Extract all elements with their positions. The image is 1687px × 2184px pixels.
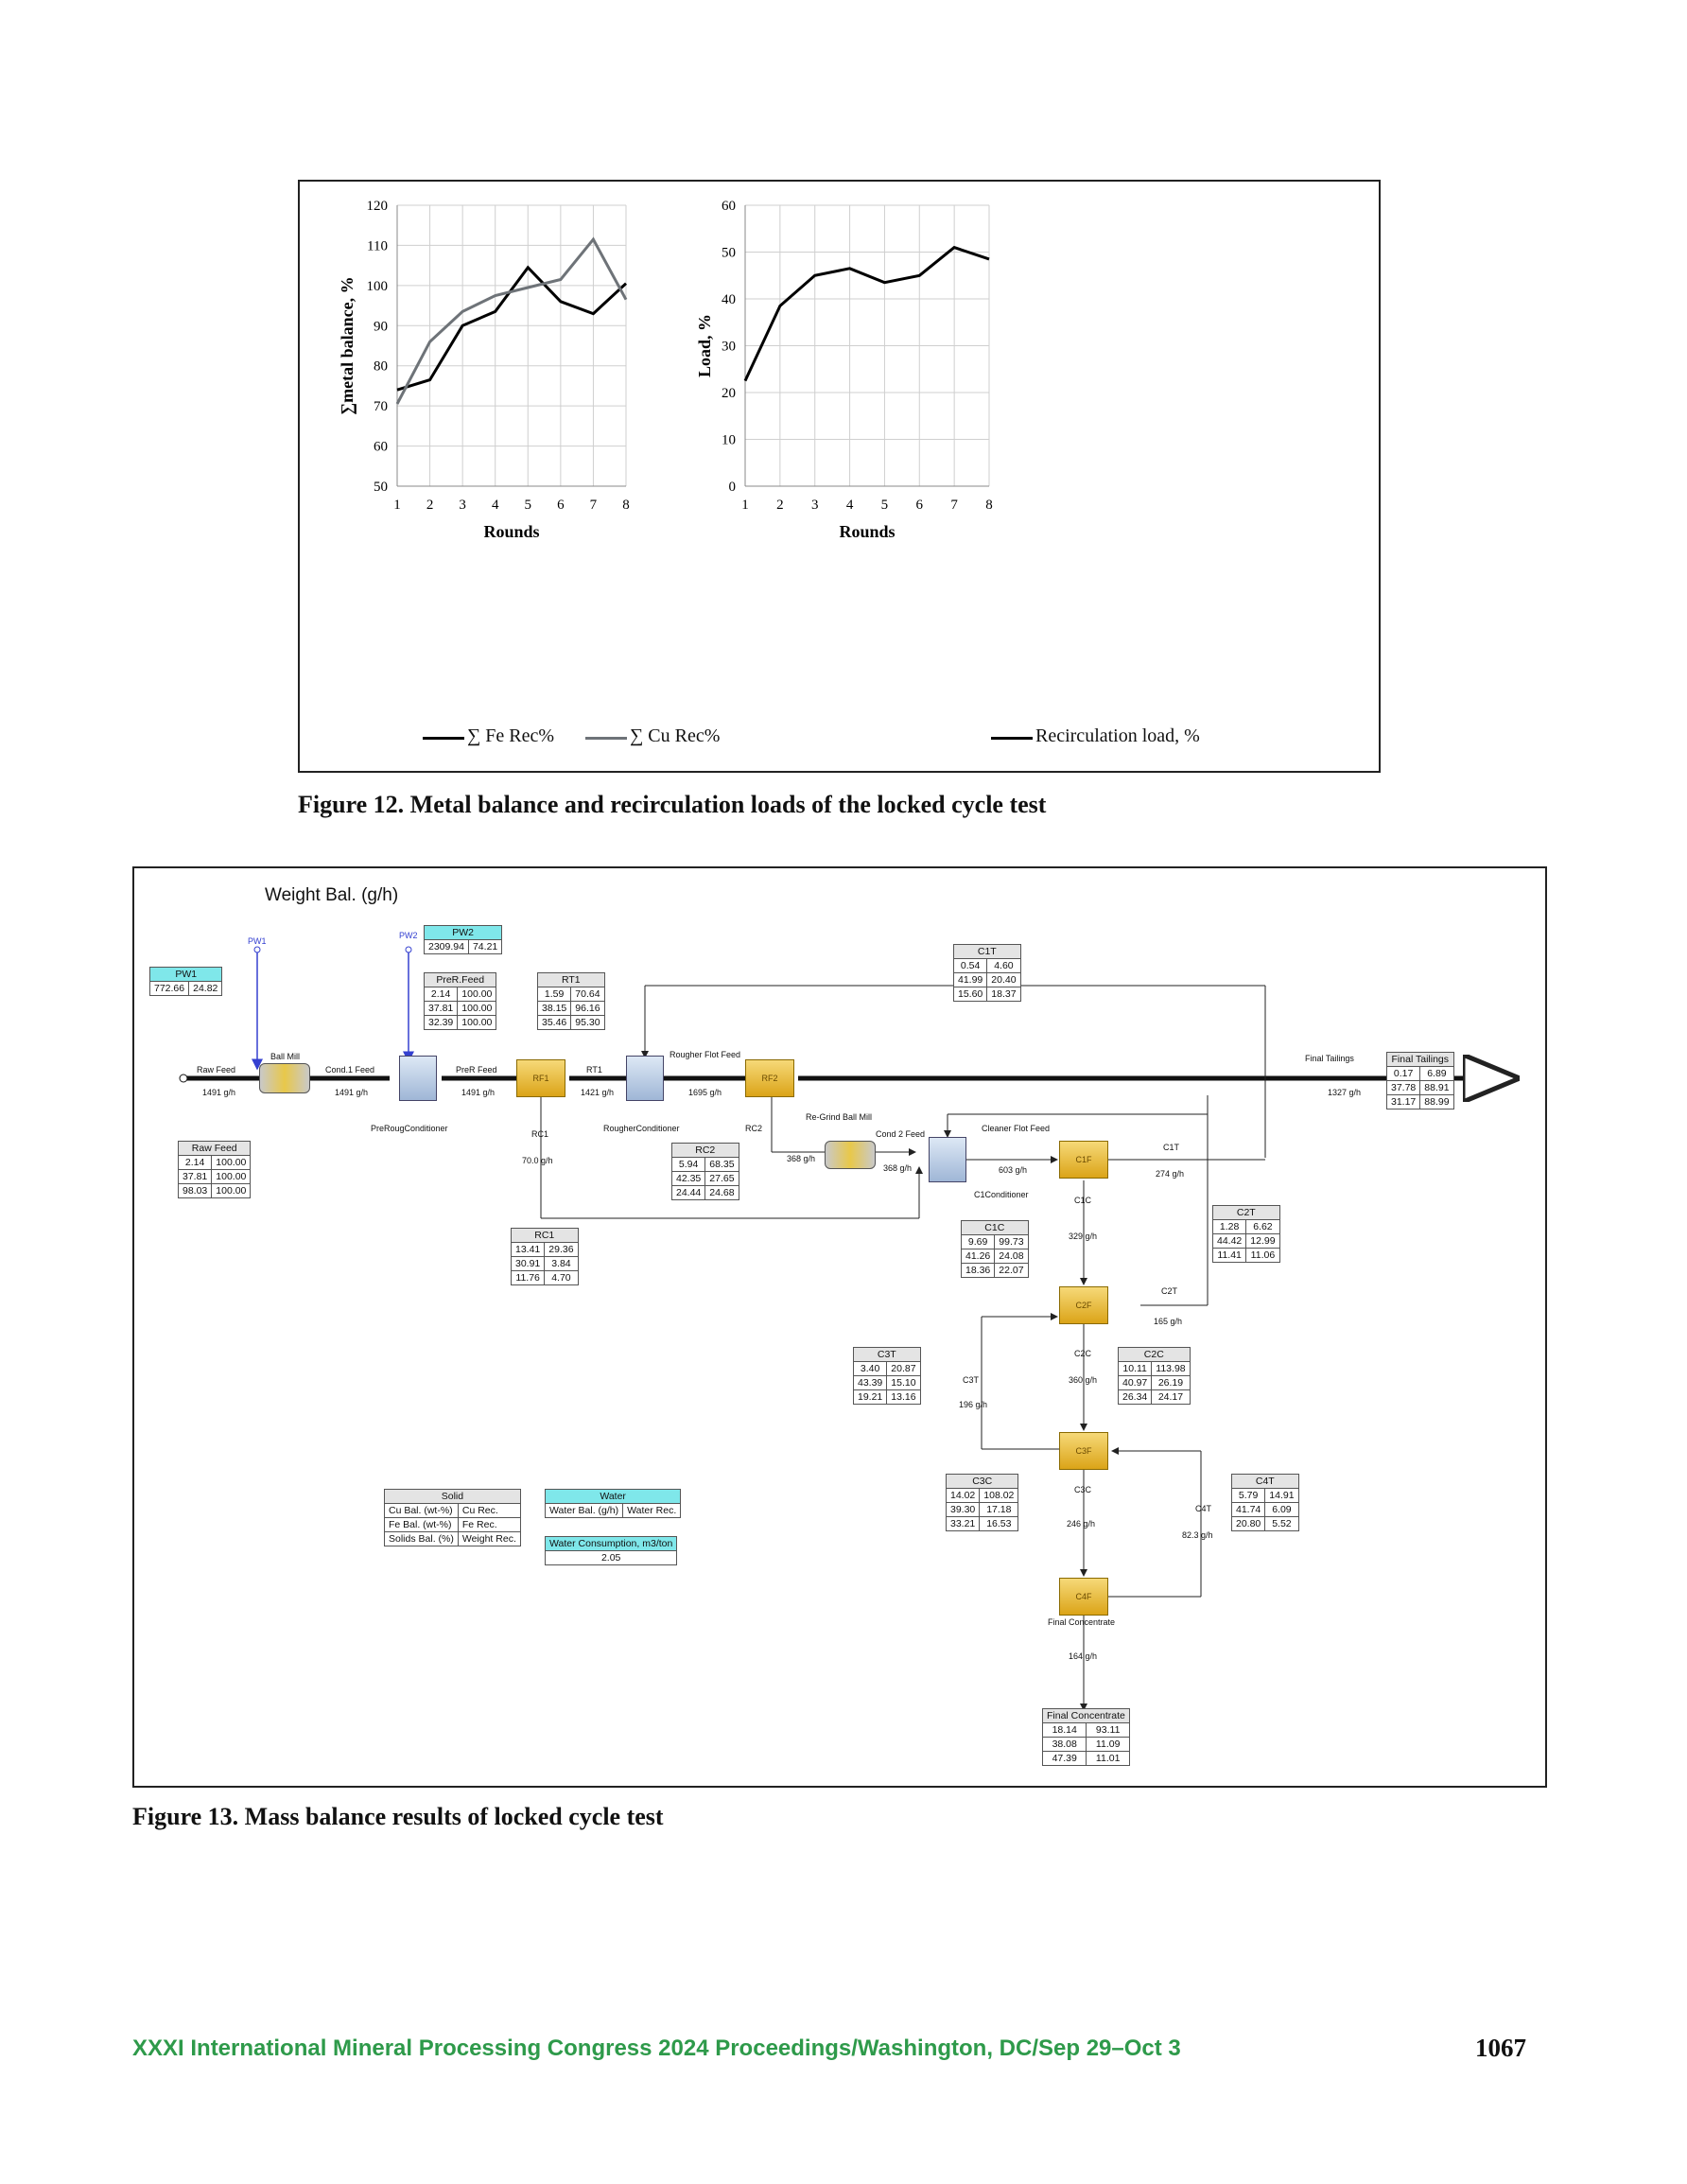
- ball-mill: [259, 1063, 310, 1093]
- table-cell: 42.35: [672, 1172, 705, 1186]
- x-axis-label: Rounds: [483, 522, 540, 541]
- legend-fe-line: [423, 737, 464, 740]
- table-cell: 13.41: [512, 1243, 545, 1257]
- label-c1c: C1C: [1074, 1196, 1092, 1205]
- table-cell: 99.73: [995, 1235, 1028, 1249]
- solid-cu-rec: Cu Rec.: [458, 1504, 520, 1518]
- x-tick-label: 7: [950, 498, 958, 513]
- table-cell: 98.03: [179, 1184, 212, 1198]
- water-legend-title: Water: [546, 1490, 681, 1504]
- table-title: Raw Feed: [179, 1142, 251, 1156]
- table-cell: 6.09: [1265, 1503, 1298, 1517]
- x-tick-label: 1: [741, 498, 749, 513]
- label-rc2-rate-b: 368 g/h: [883, 1163, 913, 1173]
- table-cell: 100.00: [212, 1156, 251, 1170]
- label-rougher-rate: 1695 g/h: [688, 1088, 722, 1097]
- table-title: PreR.Feed: [425, 973, 496, 987]
- solid-fe-rec: Fe Rec.: [458, 1518, 520, 1532]
- label-c2t-rate: 165 g/h: [1154, 1317, 1183, 1326]
- table-cell: 11.41: [1213, 1249, 1246, 1263]
- table-cell: 4.60: [987, 959, 1020, 973]
- label-prer-rate: 1491 g/h: [461, 1088, 496, 1097]
- table-title: PW2: [425, 926, 502, 940]
- table-title: C1T: [954, 945, 1021, 959]
- solid-legend-title: Solid: [385, 1490, 521, 1504]
- flowsheet-title: Weight Bal. (g/h): [265, 885, 399, 905]
- x-tick-label: 6: [557, 498, 565, 513]
- table-cell: 113.98: [1152, 1362, 1190, 1376]
- table-cell: 24.82: [189, 982, 222, 996]
- table-rc2: [671, 1143, 739, 1200]
- figure12-caption: Figure 12. Metal balance and recirculation loads of the locked cycle test: [298, 791, 1047, 818]
- y-tick-label: 80: [374, 358, 388, 375]
- table-cell: 2.14: [179, 1156, 212, 1170]
- table-cell: 5.79: [1232, 1489, 1265, 1503]
- table-title: Final Concentrate: [1043, 1709, 1130, 1723]
- label-c2t: C2T: [1161, 1286, 1178, 1296]
- label-c3c-rate: 246 g/h: [1067, 1519, 1096, 1529]
- x-tick-label: 3: [459, 498, 466, 513]
- table-cell: 33.21: [947, 1517, 980, 1531]
- table-title: C3T: [854, 1348, 921, 1362]
- table-cell: 11.01: [1087, 1752, 1129, 1766]
- c3f-cell: C3F: [1059, 1432, 1108, 1470]
- label-cond1-feed: Cond.1 Feed: [325, 1065, 375, 1075]
- c4f-cell: C4F: [1059, 1578, 1108, 1616]
- label-rc1-rate: 70.0 g/h: [522, 1156, 553, 1165]
- table-cell: 14.02: [947, 1489, 980, 1503]
- x-tick-label: 4: [491, 498, 499, 513]
- table-title: C3C: [947, 1475, 1018, 1489]
- table-title: RC2: [672, 1144, 739, 1158]
- water-legend: [545, 1489, 681, 1518]
- table-title: Final Tailings: [1387, 1053, 1454, 1067]
- x-tick-label: 6: [915, 498, 924, 513]
- table-cell: 17.18: [980, 1503, 1018, 1517]
- y-tick-label: 0: [728, 480, 736, 495]
- y-tick-label: 70: [374, 399, 388, 415]
- label-c1c-rate: 329 g/h: [1069, 1232, 1098, 1241]
- table-cell: 10.11: [1119, 1362, 1152, 1376]
- table-c1t: [953, 944, 1021, 1002]
- label-final-tail-rate: 1327 g/h: [1328, 1088, 1362, 1097]
- table-cell: 11.09: [1087, 1738, 1129, 1752]
- label-c1t-rate: 274 g/h: [1156, 1169, 1185, 1179]
- table-title: C1C: [962, 1221, 1029, 1235]
- table-cell: 100.00: [212, 1170, 251, 1184]
- table-cell: 74.21: [468, 940, 501, 954]
- metal-balance-chart: [338, 199, 630, 541]
- rf1-cell: RF1: [516, 1059, 565, 1097]
- table-cell: 20.80: [1232, 1517, 1265, 1531]
- water-consumption-title: Water Consumption, m3/ton: [546, 1537, 677, 1551]
- table-cell: 37.78: [1387, 1081, 1420, 1095]
- table-cell: 12.99: [1246, 1234, 1279, 1249]
- table-cell: 772.66: [150, 982, 189, 996]
- table-c1c: [961, 1220, 1029, 1278]
- label-rt1-rate: 1421 g/h: [581, 1088, 615, 1097]
- table-cell: 26.19: [1152, 1376, 1190, 1390]
- x-tick-label: 7: [589, 498, 598, 513]
- table-cell: 41.26: [962, 1249, 995, 1264]
- recirculation-chart: [695, 199, 993, 541]
- regrind-ball-mill: [825, 1141, 876, 1169]
- table-cell: 6.62: [1246, 1220, 1279, 1234]
- x-tick-label: 1: [393, 498, 401, 513]
- flowsheet-lines: [134, 868, 1545, 1786]
- table-pw1: [149, 967, 222, 996]
- label-preroug: PreRougConditioner: [371, 1124, 448, 1133]
- table-cell: 96.16: [571, 1002, 604, 1016]
- solid-cu-bal: Cu Bal. (wt-%): [385, 1504, 459, 1518]
- solid-legend: [384, 1489, 521, 1546]
- table-title: C2T: [1213, 1206, 1280, 1220]
- label-pw2: PW2: [399, 931, 418, 940]
- table-cell: 0.17: [1387, 1067, 1420, 1081]
- table-cell: 30.91: [512, 1257, 545, 1271]
- table-cell: 0.54: [954, 959, 987, 973]
- label-cleaner-flot: Cleaner Flot Feed: [982, 1124, 1051, 1133]
- table-cell: 15.60: [954, 987, 987, 1002]
- label-final-conc: Final Concentrate: [1048, 1617, 1116, 1627]
- y-tick-label: 120: [366, 199, 388, 214]
- label-c3t: C3T: [963, 1375, 980, 1385]
- table-cell: 29.36: [545, 1243, 578, 1257]
- label-c4t-rate: 82.3 g/h: [1182, 1530, 1213, 1540]
- table-cell: 24.44: [672, 1186, 705, 1200]
- water-rec: Water Rec.: [623, 1504, 681, 1518]
- table-cell: 18.36: [962, 1264, 995, 1278]
- series-line: [745, 248, 989, 381]
- table-cell: 43.39: [854, 1376, 887, 1390]
- label-c2c: C2C: [1074, 1349, 1092, 1358]
- legend-recirc-label: Recirculation load, %: [1035, 725, 1200, 746]
- y-tick-label: 30: [722, 339, 736, 355]
- table-c2t: [1212, 1205, 1280, 1263]
- water-consumption-value: 2.05: [546, 1551, 677, 1565]
- table-title: RT1: [538, 973, 605, 987]
- figure12-frame: [298, 180, 1381, 773]
- table-title: RC1: [512, 1229, 579, 1243]
- y-tick-label: 50: [374, 480, 388, 495]
- table-cell: 24.08: [995, 1249, 1028, 1264]
- table-c2c: [1118, 1347, 1191, 1405]
- water-consumption: [545, 1536, 677, 1565]
- table-cell: 68.35: [705, 1158, 739, 1172]
- table-cell: 2.14: [425, 987, 458, 1002]
- solid-fe-bal: Fe Bal. (wt-%): [385, 1518, 459, 1532]
- legend-recirc-line: [991, 737, 1033, 740]
- table-cell: 15.10: [887, 1376, 920, 1390]
- rf2-cell: RF2: [745, 1059, 794, 1097]
- label-rc1: RC1: [531, 1129, 549, 1139]
- table-cell: 19.21: [854, 1390, 887, 1405]
- y-tick-label: 10: [722, 432, 736, 448]
- table-cell: 70.64: [571, 987, 604, 1002]
- x-tick-label: 5: [524, 498, 532, 513]
- label-c4t: C4T: [1195, 1504, 1212, 1513]
- x-tick-label: 8: [622, 498, 630, 513]
- table-cell: 11.76: [512, 1271, 545, 1285]
- table-cell: 27.65: [705, 1172, 739, 1186]
- legend-cu-line: [585, 737, 627, 740]
- figure13-caption: Figure 13. Mass balance results of locked cycle test: [132, 1803, 664, 1830]
- table-cell: 3.40: [854, 1362, 887, 1376]
- table-cell: 100.00: [458, 1016, 496, 1030]
- label-rougher-flot: Rougher Flot Feed: [670, 1050, 741, 1059]
- y-axis-label: ∑metal balance, %: [338, 276, 357, 415]
- page-number: 1067: [1475, 2034, 1526, 2062]
- table-rt1: [537, 972, 605, 1030]
- label-cond2-feed: Cond 2 Feed: [876, 1129, 926, 1139]
- y-axis-label: Load, %: [695, 313, 714, 378]
- table-cell: 41.74: [1232, 1503, 1265, 1517]
- table-cell: 5.94: [672, 1158, 705, 1172]
- table-pw2: [424, 925, 502, 954]
- label-raw-feed: Raw Feed: [197, 1065, 236, 1075]
- prerougher-conditioner: [399, 1056, 437, 1101]
- figure12-charts: [300, 182, 1379, 771]
- table-c3t: [853, 1347, 921, 1405]
- table-cell: 4.70: [545, 1271, 578, 1285]
- table-cell: 14.91: [1265, 1489, 1298, 1503]
- table-cell: 93.11: [1087, 1723, 1129, 1738]
- label-c1t: C1T: [1163, 1143, 1180, 1152]
- footer-proceedings: XXXI International Mineral Processing Congress 2024 Proceedings/Washington, DC/Sep 29–Oct 3: [132, 2035, 1181, 2061]
- label-regrind: Re-Grind Ball Mill: [806, 1112, 873, 1122]
- y-tick-label: 100: [366, 278, 388, 294]
- rougher-conditioner: [626, 1056, 664, 1101]
- table-cell: 18.14: [1043, 1723, 1087, 1738]
- table-cell: 44.42: [1213, 1234, 1246, 1249]
- y-tick-label: 90: [374, 319, 388, 335]
- label-rougher-cond: RougherConditioner: [603, 1124, 680, 1133]
- label-cond1-rate: 1491 g/h: [335, 1088, 369, 1097]
- x-tick-label: 2: [426, 498, 434, 513]
- table-cell: 100.00: [458, 1002, 496, 1016]
- table-cell: 32.39: [425, 1016, 458, 1030]
- table-c4t: [1231, 1474, 1299, 1531]
- table-raw-feed: [178, 1141, 251, 1198]
- table-cell: 1.28: [1213, 1220, 1246, 1234]
- table-cell: 20.40: [987, 973, 1020, 987]
- table-title: PW1: [150, 968, 222, 982]
- table-cell: 13.16: [887, 1390, 920, 1405]
- label-c3c: C3C: [1074, 1485, 1092, 1494]
- y-tick-label: 50: [722, 245, 736, 261]
- label-final-conc-rate: 164 g/h: [1069, 1651, 1098, 1661]
- table-cell: 100.00: [212, 1184, 251, 1198]
- label-c1-cond: C1Conditioner: [974, 1190, 1029, 1199]
- table-cell: 20.87: [887, 1362, 920, 1376]
- legend-fe-label: ∑ Fe Rec%: [467, 725, 555, 746]
- table-cell: 40.97: [1119, 1376, 1152, 1390]
- y-tick-label: 110: [367, 238, 388, 254]
- table-cell: 26.34: [1119, 1390, 1152, 1405]
- table-cell: 5.52: [1265, 1517, 1298, 1531]
- table-cell: 41.99: [954, 973, 987, 987]
- table-cell: 35.46: [538, 1016, 571, 1030]
- x-tick-label: 4: [845, 498, 854, 513]
- solid-weight-rec: Weight Rec.: [458, 1532, 520, 1546]
- table-cell: 39.30: [947, 1503, 980, 1517]
- solid-solids-bal: Solids Bal. (%): [385, 1532, 459, 1546]
- table-cell: 88.91: [1420, 1081, 1453, 1095]
- figure13-frame: [132, 866, 1547, 1788]
- table-cell: 11.06: [1246, 1249, 1279, 1263]
- label-prer-feed: PreR Feed: [456, 1065, 497, 1075]
- label-cleaner-rate: 603 g/h: [999, 1165, 1028, 1175]
- label-pw1: PW1: [248, 936, 267, 946]
- table-cell: 37.81: [179, 1170, 212, 1184]
- table-cell: 22.07: [995, 1264, 1028, 1278]
- table-cell: 100.00: [458, 987, 496, 1002]
- legend-cu-label: ∑ Cu Rec%: [630, 725, 721, 746]
- y-tick-label: 40: [722, 292, 736, 307]
- label-rc2-rate-a: 368 g/h: [787, 1154, 816, 1163]
- table-cell: 38.15: [538, 1002, 571, 1016]
- table-cell: 24.17: [1152, 1390, 1190, 1405]
- table-cell: 88.99: [1420, 1095, 1453, 1109]
- label-c2c-rate: 360 g/h: [1069, 1375, 1098, 1385]
- table-cell: 9.69: [962, 1235, 995, 1249]
- table-rc1: [511, 1228, 579, 1285]
- c2f-cell: C2F: [1059, 1286, 1108, 1324]
- x-tick-label: 2: [776, 498, 784, 513]
- table-cell: 24.68: [705, 1186, 739, 1200]
- table-title: C4T: [1232, 1475, 1299, 1489]
- table-title: C2C: [1119, 1348, 1191, 1362]
- table-cell: 1.59: [538, 987, 571, 1002]
- table-cell: 6.89: [1420, 1067, 1453, 1081]
- y-tick-label: 20: [722, 386, 736, 401]
- table-cell: 37.81: [425, 1002, 458, 1016]
- label-rt1: RT1: [586, 1065, 602, 1075]
- water-bal: Water Bal. (g/h): [546, 1504, 623, 1518]
- table-c3c: [946, 1474, 1018, 1531]
- table-final-concentrate: [1042, 1708, 1130, 1766]
- x-tick-label: 3: [810, 498, 819, 513]
- table-prer-feed: [424, 972, 496, 1030]
- label-raw-feed-rate: 1491 g/h: [202, 1088, 236, 1097]
- c1-conditioner: [929, 1137, 966, 1182]
- table-cell: 18.37: [987, 987, 1020, 1002]
- label-c3t-rate: 196 g/h: [959, 1400, 988, 1409]
- label-ball-mill: Ball Mill: [270, 1052, 301, 1061]
- table-cell: 47.39: [1043, 1752, 1087, 1766]
- x-tick-label: 5: [880, 498, 889, 513]
- c1f-cell: C1F: [1059, 1141, 1108, 1179]
- table-cell: 95.30: [571, 1016, 604, 1030]
- table-final-tailings: [1386, 1052, 1454, 1109]
- y-tick-label: 60: [722, 199, 736, 214]
- y-tick-label: 60: [374, 439, 388, 455]
- table-cell: 16.53: [980, 1517, 1018, 1531]
- label-final-tail: Final Tailings: [1305, 1054, 1354, 1063]
- table-cell: 38.08: [1043, 1738, 1087, 1752]
- label-rc2: RC2: [745, 1124, 763, 1133]
- table-cell: 3.84: [545, 1257, 578, 1271]
- table-cell: 2309.94: [425, 940, 469, 954]
- x-axis-label: Rounds: [839, 522, 896, 541]
- x-tick-label: 8: [985, 498, 993, 513]
- table-cell: 108.02: [980, 1489, 1018, 1503]
- table-cell: 31.17: [1387, 1095, 1420, 1109]
